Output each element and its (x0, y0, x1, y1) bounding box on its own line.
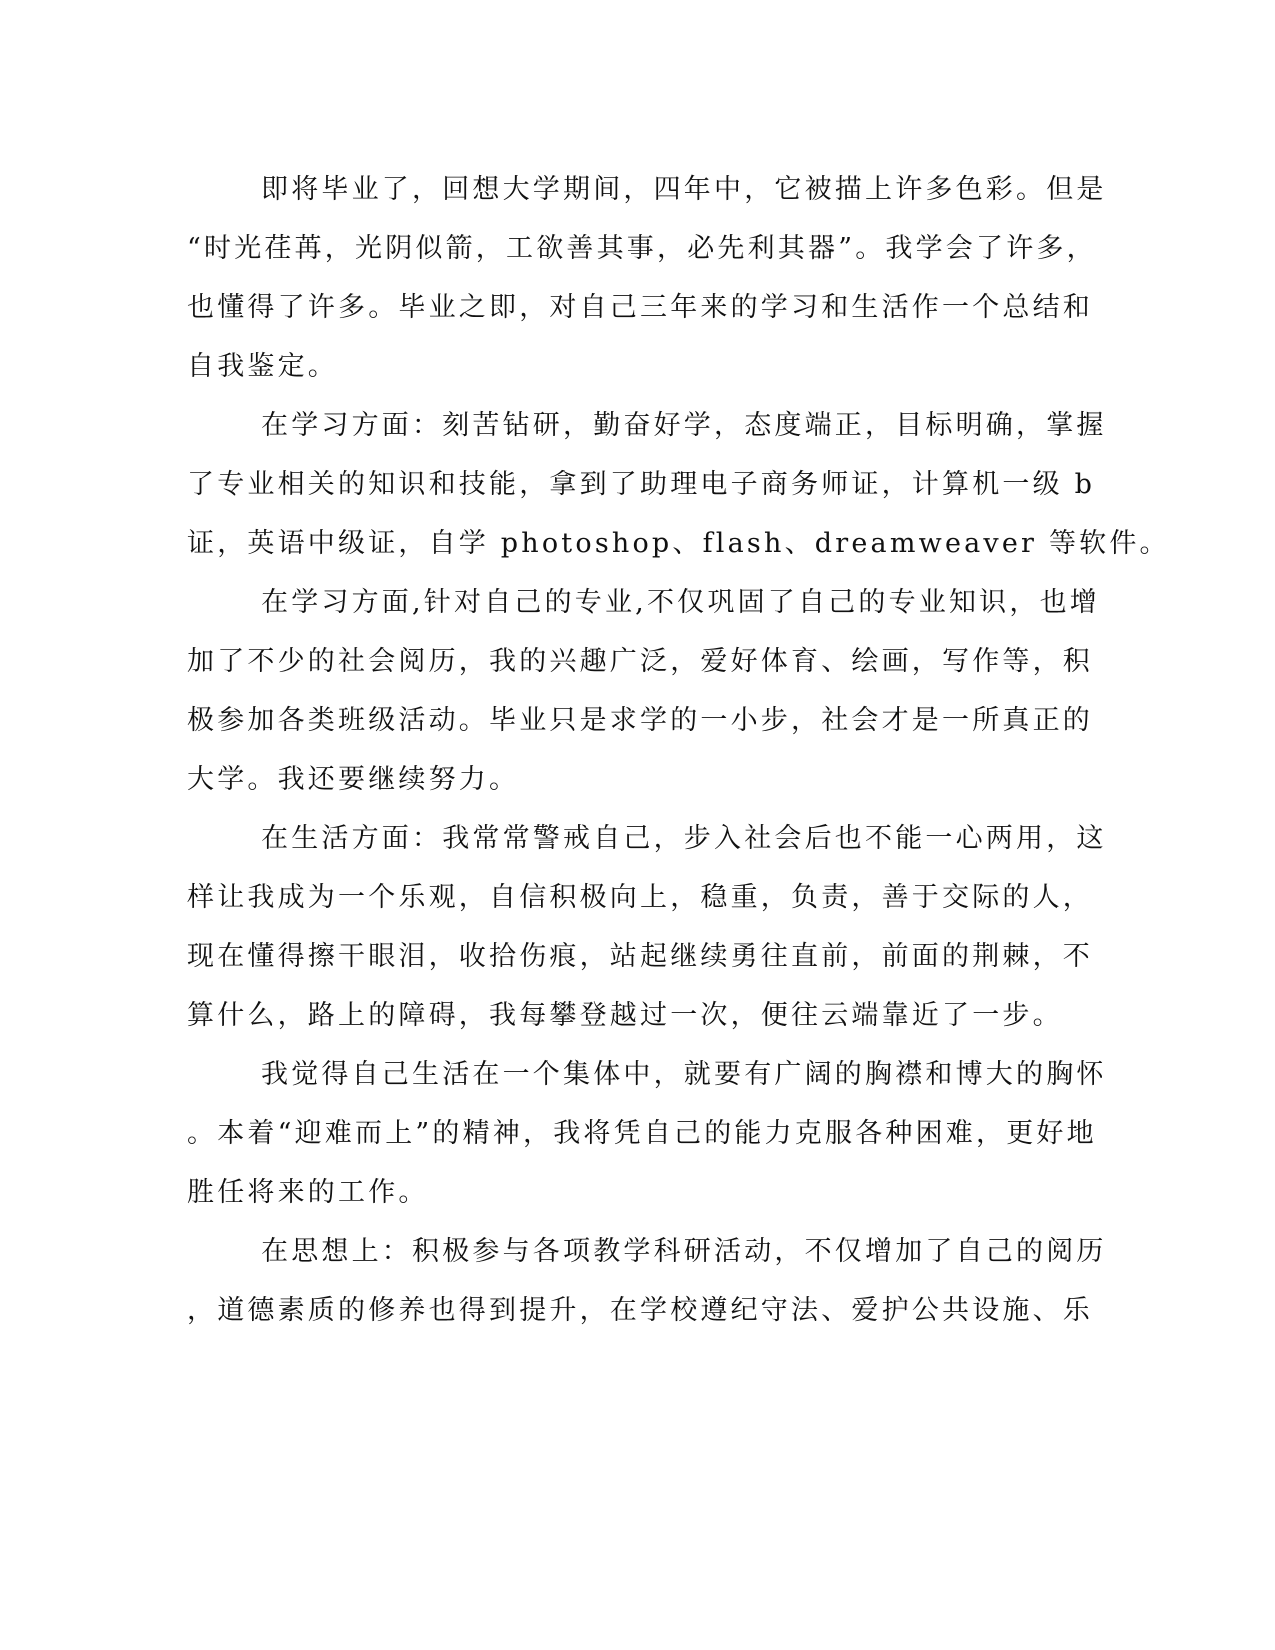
text-line: 即将毕业了，回想大学期间，四年中，它被描上许多色彩。但是 (261, 174, 1107, 205)
text-line: 现在懂得擦干眼泪，收拾伤痕，站起继续勇往直前，前面的荆棘，不 (187, 941, 1093, 972)
text-line: 在学习方面,针对自己的专业,不仅巩固了自己的专业知识，也增 (261, 587, 1100, 618)
text-line: 我觉得自己生活在一个集体中，就要有广阔的胸襟和博大的胸怀 (261, 1059, 1107, 1090)
text-line: 极参加各类班级活动。毕业只是求学的一小步，社会才是一所真正的 (187, 705, 1093, 736)
text-line: 样让我成为一个乐观，自信积极向上，稳重，负责，善于交际的人， (187, 882, 1093, 913)
text-line: 自我鉴定。 (187, 351, 338, 382)
text-line: ，道德素质的修养也得到提升，在学校遵纪守法、爱护公共设施、乐 (187, 1295, 1093, 1326)
text-line: 也懂得了许多。毕业之即，对自己三年来的学习和生活作一个总结和 (187, 292, 1093, 323)
text-line: 证，英语中级证，自学 photoshop、flash、dreamweaver 等软件。 (187, 528, 1170, 559)
text-line: 大学。我还要继续努力。 (187, 764, 520, 795)
text-line: 在生活方面：我常常警戒自己，步入社会后也不能一心两用，这 (261, 823, 1107, 854)
text-line: 加了不少的社会阅历，我的兴趣广泛，爱好体育、绘画，写作等，积 (187, 646, 1093, 677)
document-body (187, 160, 1170, 1340)
text-line: “时光荏苒，光阴似箭，工欲善其事，必先利其器”。我学会了许多， (187, 233, 1097, 264)
text-line: 胜任将来的工作。 (187, 1177, 429, 1208)
text-line: 了专业相关的知识和技能，拿到了助理电子商务师证，计算机一级 b (187, 469, 1096, 500)
text-line: 算什么，路上的障碍，我每攀登越过一次，便往云端靠近了一步。 (187, 1000, 1063, 1031)
text-line: 在思想上：积极参与各项教学科研活动，不仅增加了自己的阅历 (261, 1236, 1107, 1267)
text-line: 。本着“迎难而上”的精神，我将凭自己的能力克服各种困难，更好地 (187, 1118, 1097, 1149)
text-line: 在学习方面：刻苦钻研，勤奋好学，态度端正，目标明确，掌握 (261, 410, 1107, 441)
